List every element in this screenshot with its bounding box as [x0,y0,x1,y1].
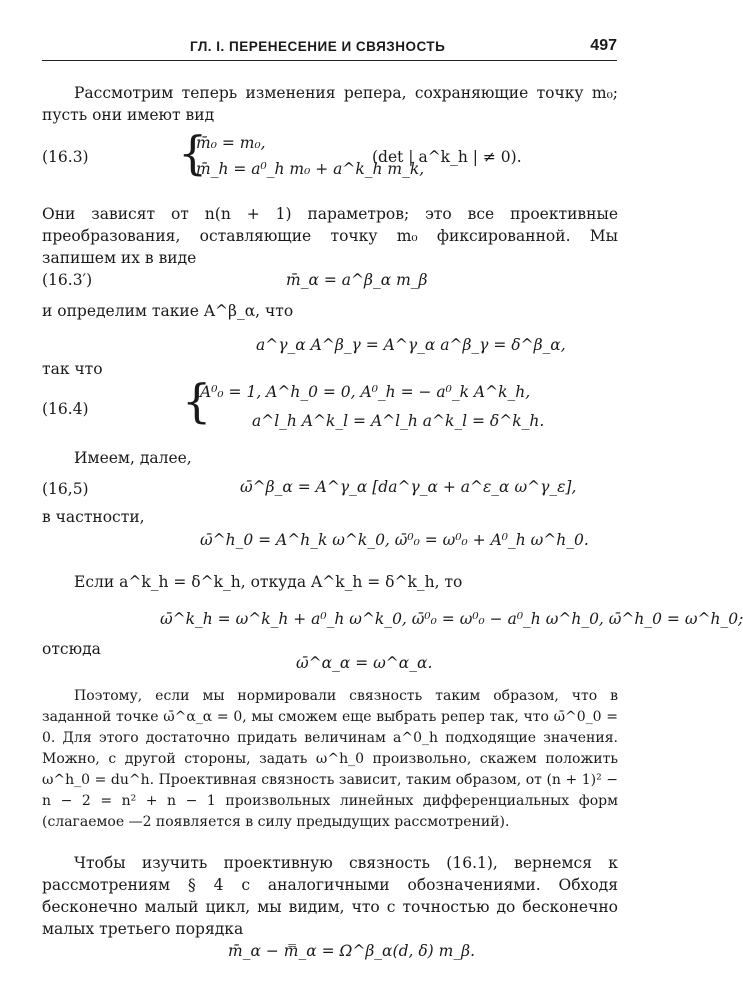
equation-16-3-condition: (det | a^k_h | ≠ 0). [372,148,522,166]
paragraph-6: в частности, [42,508,145,526]
equation-16-3-line-1: m̄₀ = m₀, [196,134,266,152]
equation-label-16-3: (16.3) [42,148,89,166]
paragraph-8: отсюда [42,640,101,658]
paragraph-10: Чтобы изучить проективную связность (16.1), вернемся к рассмотрениям § 4 с аналогичными обозначениями. Обходя бесконечно малый цикл, мы видим, что с точностью до бесконечно малых третьего порядка [42,854,618,938]
left-brace: { [178,126,208,180]
equation-cases: ω̄^k_h = ω^k_h + a⁰_h ω^k_0, ω̄⁰₀ = ω⁰₀ − a⁰_h ω^h_0, ω̄^h_0 = ω^h_0; [160,610,743,628]
page-header [42,36,617,61]
equation-hence: ω̄^α_α = ω^α_α. [296,654,433,672]
equation-16-3-line-2: m̄_h = a⁰_h m₀ + a^k_h m_k, [196,160,425,178]
equation-inverse-matrix: a^γ_α A^β_γ = A^γ_α a^β_γ = δ^β_α, [256,336,566,354]
equation-16-3-prime: m̄_α = a^β_α m_β [286,271,428,289]
paragraph-1: Рассмотрим теперь изменения репера, сохраняющие точку m₀; пусть они имеют вид [42,84,618,124]
equation-final: m̄_α − m̿_α = Ω^β_α(d, δ) m_β. [228,942,475,960]
left-brace: { [182,374,212,428]
paragraph-2: Они зависят от n(n + 1) параметров; это все проективные преобразования, оставляющие точку m₀ фиксированной. Мы запишем их в виде [42,205,618,267]
equation-16-4-line-2: a^l_h A^k_l = A^l_h a^k_l = δ^k_h. [252,412,545,430]
chapter-title: ГЛ. I. ПЕРЕНЕСЕНИЕ И СВЯЗНОСТЬ [190,39,446,54]
equation-16-5: ω̄^β_α = A^γ_α [da^γ_α + a^ε_α ω^γ_ε], [240,478,577,496]
paragraph-4: так что [42,360,103,378]
paragraph-3: и определим такие A^β_α, что [42,302,294,320]
paragraph-9: Поэтому, если мы нормировали связность таким образом, что в заданной точке ω̄^α_α = 0, мы сможем еще выбрать репер так, что ω̄^0_0 = 0. Для этого достаточно придать величинам a^0_h подходящие значения. Можно, с другой стороны, задать ω^h_0 произвольно, скажем положить ω^h_0 = du^h. Проективная связность зависит, таким образом, от (n + 1)² − n − 2 = n² + n − 1 произвольных линейных дифференциальных форм (слагаемое —2 появляется в силу предыдущих рассмотрений). [42,688,618,830]
page-number: 497 [590,37,617,54]
equation-particular: ω̄^h_0 = A^h_k ω^k_0, ω̄⁰₀ = ω⁰₀ + A⁰_h ω^h_0. [200,531,589,549]
equation-16-4-line-1: A⁰₀ = 1, A^h_0 = 0, A⁰_h = − a⁰_k A^k_h, [200,383,531,401]
paragraph-5: Имеем, далее, [74,449,192,467]
equation-label-16-5: (16,5) [42,480,89,498]
equation-label-16-4: (16.4) [42,400,89,418]
equation-label-16-3-prime: (16.3′) [42,271,93,289]
paragraph-7: Если a^k_h = δ^k_h, откуда A^k_h = δ^k_h, то [74,573,463,591]
